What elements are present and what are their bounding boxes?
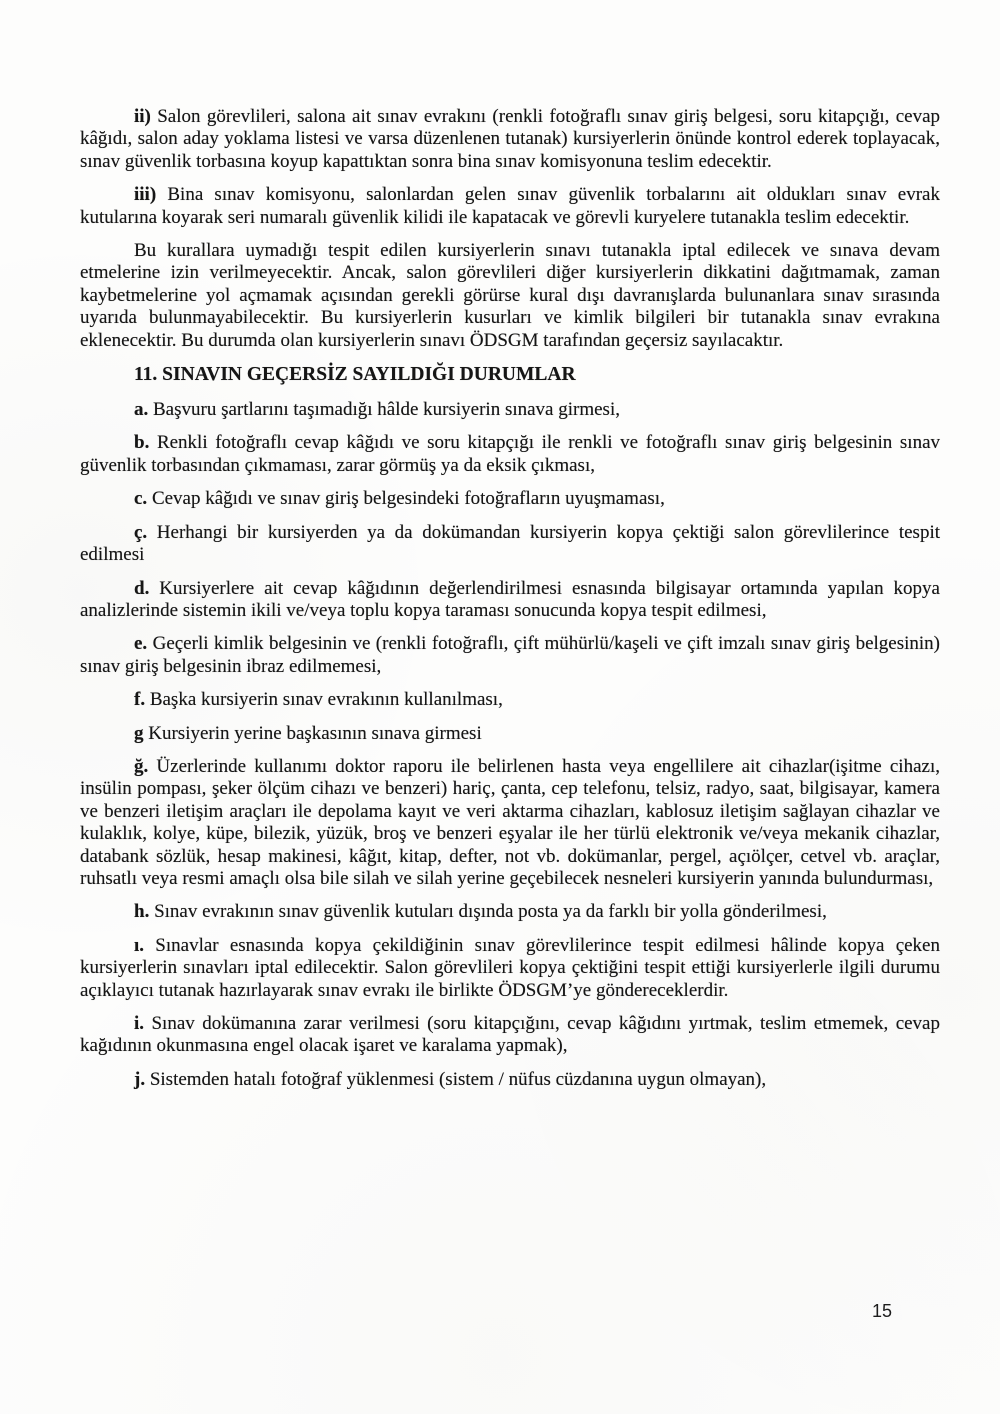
paragraph-rules-text: Bu kurallara uymadığı tespit edilen kursiyerlerin sınavı tutanakla iptal edilecek ve sınava devam etmelerine izin verilmeyecektir. Ancak, salon görevlileri diğer kursiyerlerin dikkatini dağıtmamak, zaman kaybetmelerine yol açmamak açısından gerekli görürse kural dışı davranışlarda bulunanlara sınav sırasında uyarıda bulunmayabilecektir. Bu kursiyerlerin kusurları ve kimlik bilgileri bir tutanakla sınav evrakına eklenecektir. Bu durumda olan kursiyerlerin sınavı ÖDSGM tarafından geçersiz sayılacaktır. [80, 240, 940, 351]
list-item-h-text: Sınav evrakının sınav güvenlik kutuları dışında posta ya da farklı bir yolla gönderilmesi, [149, 901, 827, 923]
list-item-c-text: Cevap kâğıdı ve sınav giriş belgesindeki fotoğrafların uyuşmaması, [147, 488, 665, 510]
list-item-e [80, 633, 940, 678]
list-item-dotless-i-text: Sınavlar esnasında kopya çekildiğinin sınav görevlilerince tespit edilmesi hâlinde kopya çeken kursiyerlerin sınavları iptal edilecektir. Salon görevlileri kopya çektiğini tespit ettiği kursiyerlerle ilgili durumu açıklayıcı tutanak hazırlayarak sınav evrakı ile birlikte ÖDSGM’ye göndereceklerdir. [80, 934, 940, 1001]
list-item-g [80, 723, 940, 745]
list-item-gg [80, 756, 940, 890]
list-item-cc-label: ç. [134, 521, 148, 543]
list-item-b-label: b. [134, 432, 150, 454]
list-item-g-text: Kursiyerin yerine başkasının sınava girmesi [143, 722, 482, 744]
list-item-b [80, 432, 940, 477]
list-item-a-text: Başvuru şartlarını taşımadığı hâlde kursiyerin sınava girmesi, [148, 399, 620, 421]
list-item-d-label: d. [134, 577, 150, 599]
list-item-i [80, 1013, 940, 1058]
paragraph-rules [80, 240, 940, 352]
paragraph-ii-text: Salon görevlileri, salona ait sınav evrakını (renkli fotoğraflı sınav giriş belgesi, soru kitapçığı, cevap kâğıdı, salon aday yoklama listesi ve varsa düzenlenen tutanak) kursiyerlerin önünde kontrol ederek toplayacak, sınav güvenlik torbasına koyup kapattıktan sonra bina sınav komisyonuna teslim edecektir. [80, 106, 940, 172]
section-heading: 11. SINAVIN GEÇERSİZ SAYILDIĞI DURUMLAR [134, 364, 576, 386]
list-item-j-text: Sistemden hatalı fotoğraf yüklenmesi (sistem / nüfus cüzdanına uygun olmayan), [145, 1068, 767, 1090]
list-item-cc-text: Herhangi bir kursiyerden ya da dokümandan kursiyerin kopya çektiği salon görevlilerince tespit edilmesi [80, 521, 940, 566]
list-item-c-label: c. [134, 488, 148, 510]
list-item-c [80, 488, 940, 510]
list-item-a [80, 399, 940, 421]
list-item-f [80, 689, 940, 711]
list-item-f-text: Başka kursiyerin sınav evrakının kullanılması, [145, 689, 503, 711]
list-item-d [80, 578, 940, 623]
list-item-dotless-i-label: ı. [134, 934, 145, 956]
list-item-e-label: e. [134, 633, 148, 655]
paragraph-iii [80, 184, 940, 229]
list-item-dotless-i [80, 935, 940, 1002]
list-item-gg-text: Üzerlerinde kullanımı doktor raporu ile belirlenen hasta veya engellilere ait cihazlar(işitme cihazı, insülin pompası, şeker ölçüm cihazı ve benzeri) hariç, çanta, cep telefonu, telsiz, radyo, saat, bilgisayar, kamera ve benzeri iletişim araçları ile depolama kayıt ve veri aktarma cihazları, kablosuz iletişim sağlayan cihazlar ve kulaklık, kolye, küpe, bilezik, yüzük, broş ve benzeri eşyalar ile her türlü elektronik ve/veya mekanik cihazlar, databank sözlük, hesap makinesi, kâğıt, kitap, defter, not vb. dokümanlar, pergel, açıölçer, cetvel vb. araçlar, ruhsatlı veya resmi amaçlı olsa bile silah ve silah yerine geçebilecek nesneleri kursiyerin yanında bulundurması, [80, 755, 940, 889]
paragraph-ii-label: ii) [134, 106, 151, 127]
list-item-f-label: f. [134, 689, 146, 711]
list-item-g-label: g [134, 722, 144, 744]
list-item-cc [80, 522, 940, 567]
paragraph-iii-text: Bina sınav komisyonu, salonlardan gelen sınav güvenlik torbalarını ait oldukları sınav evrak kutularına koyarak seri numaralı güvenlik kilidi ile kapatacak ve görevli kuryelere tutanakla teslim edecektir. [80, 184, 940, 228]
paragraph-ii [80, 106, 940, 173]
list-item-d-text: Kursiyerlere ait cevap kâğıdının değerlendirilmesi esnasında bilgisayar ortamında yapılan kopya analizlerinde sistemin ikili ve/veya toplu kopya taraması sonucunda kopya tespit edilmesi, [80, 577, 940, 621]
list-item-j-label: j. [134, 1068, 146, 1090]
list-item-gg-label: ğ. [134, 755, 149, 777]
list-item-h-label: h. [134, 901, 150, 923]
document-content [80, 106, 940, 1102]
list-item-j [80, 1069, 940, 1091]
list-item-i-label: i. [134, 1013, 145, 1034]
list-item-b-text: Renkli fotoğraflı cevap kâğıdı ve soru kitapçığı ile renkli ve fotoğraflı sınav giriş belgesinin sınav güvenlik torbasından çıkmaması, zarar görmüş ya da eksik çıkması, [80, 432, 940, 476]
list-item-h [80, 901, 940, 923]
list-item-i-text: Sınav dokümanına zarar verilmesi (soru kitapçığını, cevap kâğıdını yırtmak, teslim etmemek, cevap kağıdının okunmasına engel olacak işaret ve karalama yapmak), [80, 1013, 940, 1057]
list-item-a-label: a. [134, 399, 149, 421]
list-item-e-text: Geçerli kimlik belgesinin ve (renkli fotoğraflı, çift mühürlü/kaşeli ve çift imzalı sınav giriş belgesinin) sınav giriş belgesinin ibraz edilmemesi, [80, 633, 940, 677]
paragraph-iii-label: iii) [134, 184, 157, 206]
page-number: 15 [872, 1301, 893, 1321]
